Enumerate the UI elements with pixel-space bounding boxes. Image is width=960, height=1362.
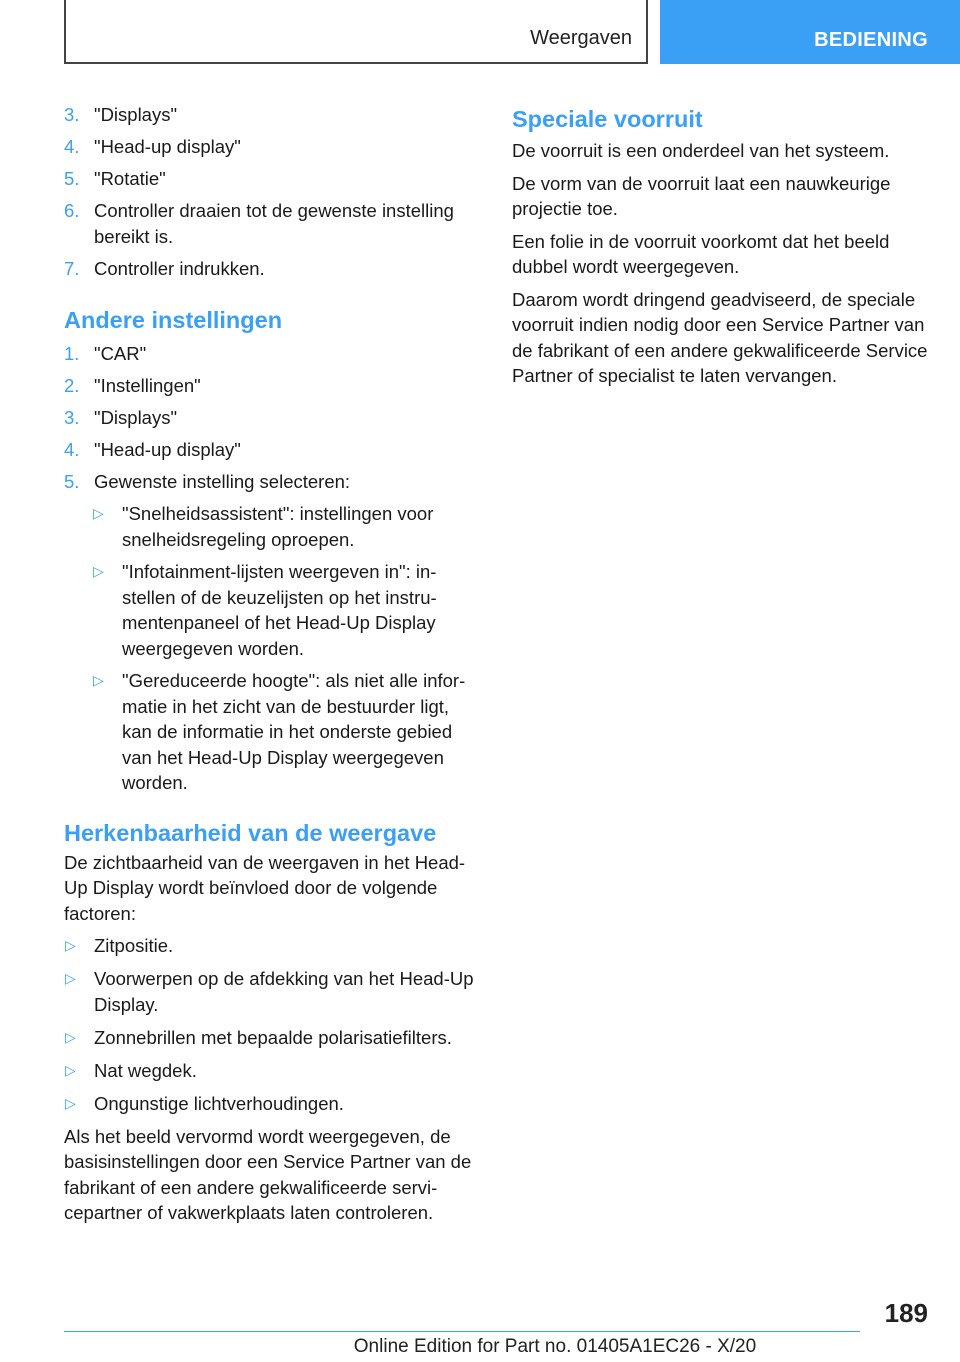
page-number: 189	[884, 1298, 928, 1328]
step-text: "Head-up display"	[94, 439, 241, 460]
step-text: Controller draaien tot de gewenste instelling bereikt is.	[94, 200, 454, 247]
bullet-text: "Snelheidsassistent": instellingen voor snelheidsregeling oproepen.	[122, 503, 434, 550]
closing-paragraph: Als het beeld vervormd wordt weergegeven, de basisinstellingen door een Service Partner van de fabrikant of een andere gekwalificeerde servicepartner of vakwerkplaats laten controleren.	[64, 1125, 472, 1223]
triangle-bullet-icon: ▷	[65, 937, 76, 953]
step-number: 5.	[64, 471, 80, 492]
bullet-text: "Gereduceerde hoogte": als niet alle informatie in het zicht van de bestuurder ligt, kan de informatie in het onderste gebied van het Head-Up Display weergegeven worden.	[122, 670, 466, 793]
triangle-bullet-icon: ▷	[93, 563, 104, 579]
step-text: "Rotatie"	[94, 168, 166, 189]
step-number: 4.	[64, 439, 80, 460]
factor-item	[64, 933, 478, 959]
list-item	[64, 405, 478, 431]
sub-bullet-item	[64, 559, 478, 661]
sub-bullet-item	[64, 668, 478, 796]
step-number: 5.	[64, 168, 80, 189]
paragraph: De vorm van de voorruit laat een nauwkeurige projectie toe.	[512, 172, 891, 219]
step-number: 2.	[64, 375, 80, 396]
list-item	[64, 256, 478, 282]
chapter-tab	[660, 0, 960, 64]
section-heading: Herkenbaarheid van de weergave	[64, 819, 437, 846]
bullet-text: Nat wegdek.	[94, 1059, 197, 1081]
step-text: "CAR"	[94, 343, 147, 364]
step-text: Controller indrukken.	[94, 257, 265, 279]
paragraph: De voorruit is een onderdeel van het systeem.	[512, 140, 890, 161]
triangle-bullet-icon: ▷	[65, 1094, 76, 1111]
footer-edition: Online Edition for Part no. 01405A1EC26 - X/20	[353, 1336, 757, 1357]
step-text: "Head-up display"	[94, 136, 241, 157]
right-column	[512, 102, 932, 396]
step-number: 4.	[64, 136, 80, 157]
factor-item	[64, 966, 478, 1017]
header-section-box	[64, 0, 648, 64]
list-item	[64, 341, 478, 367]
sub-bullet-item	[64, 501, 478, 552]
triangle-bullet-icon: ▷	[93, 505, 104, 521]
step-number: 3.	[64, 104, 80, 125]
bullet-text: Voorwerpen op de afdekking van het Head-Up Display.	[94, 968, 474, 1015]
list-item	[64, 373, 478, 399]
paragraph: Daarom wordt dringend geadviseerd, de speciale voorruit indien nodig door een Service Partner van de fabrikant of een andere gekwalificeerde Service Partner of specialist te laten vervangen.	[512, 288, 928, 386]
bullet-text: Zitpositie.	[94, 935, 174, 956]
left-column	[64, 102, 478, 1233]
step-text: "Displays"	[94, 407, 178, 428]
section-heading: Andere instellingen	[64, 307, 283, 333]
step-text: Gewenste instelling selecteren:	[94, 471, 351, 492]
list-item	[64, 198, 478, 249]
section-heading: Speciale voorruit	[512, 106, 703, 132]
list-item	[64, 166, 478, 192]
bullet-text: Zonnebrillen met bepaalde polarisatiefilters.	[94, 1026, 452, 1048]
step-number: 6.	[64, 200, 80, 221]
triangle-bullet-icon: ▷	[65, 1028, 76, 1045]
section-title: Weergaven	[530, 27, 632, 49]
step-text: "Displays"	[94, 104, 178, 125]
list-item	[64, 469, 478, 495]
list-item	[64, 134, 478, 160]
list-item	[64, 102, 478, 128]
chapter-tab-label: BEDIENING	[814, 29, 928, 51]
factor-item	[64, 1091, 478, 1117]
factor-item	[64, 1025, 478, 1051]
step-number: 7.	[64, 257, 80, 279]
factor-item	[64, 1058, 478, 1084]
step-number: 3.	[64, 407, 80, 428]
triangle-bullet-icon: ▷	[65, 970, 76, 986]
triangle-bullet-icon: ▷	[65, 1061, 76, 1078]
list-item	[64, 437, 478, 463]
footer-divider	[64, 1331, 860, 1332]
bullet-text: "Infotainment-lijsten weergeven in": instellen of de keuzelijsten op het instrumentenpaneel of het Head-Up Display weergegeven worden.	[122, 561, 437, 659]
paragraph: Een folie in de voorruit voorkomt dat het beeld dubbel wordt weergegeven.	[512, 230, 890, 277]
step-text: "Instellingen"	[94, 375, 201, 396]
bullet-text: Ongunstige lichtverhoudingen.	[94, 1092, 344, 1114]
intro-paragraph: De zichtbaarheid van de weergaven in het Head-Up Display wordt beïnvloed door de volgende factoren:	[64, 851, 466, 924]
triangle-bullet-icon: ▷	[93, 672, 104, 688]
step-number: 1.	[64, 343, 80, 364]
